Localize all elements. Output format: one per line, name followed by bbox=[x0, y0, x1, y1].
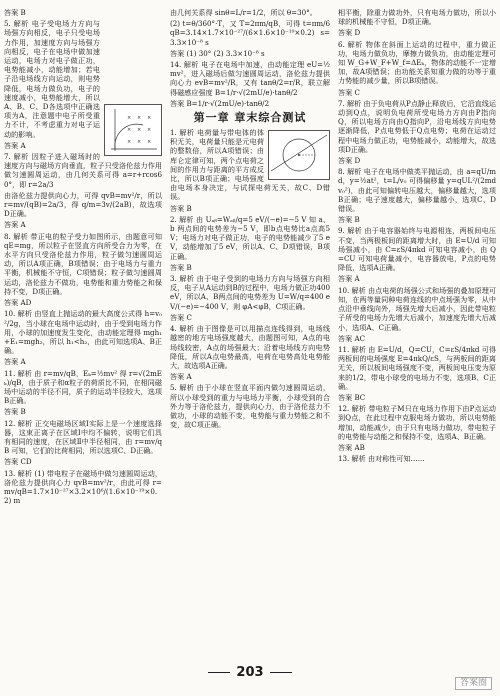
answer-line: 答案 B bbox=[338, 215, 360, 225]
solution-paragraph: 由洛伦兹力提供向心力，可得 qvB=mv²/r，所以 r=mv/(qB)=2a/3，得 q/m=3v/(2aB)，故选项D正确。 bbox=[4, 190, 162, 219]
chapter-heading: 第一章 章末综合测试 bbox=[193, 111, 307, 125]
watermark-logo: 答案圈 bbox=[455, 677, 492, 690]
answer-line: 答案 D bbox=[338, 156, 361, 166]
answer-line: 答案 CD bbox=[4, 457, 32, 467]
solution-paragraph: 12. 解析 正交电磁场区域Ⅰ实际上是一个速度选择器，这束正离子在区域Ⅰ中均不偏转，说明它们具有相同的速度，在区域Ⅱ中半径相同，由 r=mv/qB 可知，它们的比荷相同，所以选项C、D正确。 bbox=[4, 418, 162, 456]
answer-line: 答案 C bbox=[338, 87, 360, 97]
svg-text:×: × bbox=[137, 139, 142, 145]
answer-line: 答案 B bbox=[4, 407, 26, 417]
answer-line: 答案 B bbox=[170, 262, 192, 272]
solution-paragraph: 14. 解析 电子在电场中加速，由动能定理 eU=½mv²，进入磁场后做匀速圆周运动，洛伦兹力提供向心力 evB=mv²/R，又有 tanθ/2=r/R，联立解得磁感应强度 B=1/r·√(2mU/e)·tanθ/2 bbox=[170, 60, 330, 97]
answer-line: 答案 D bbox=[338, 28, 361, 38]
answer-line: 答案 (1) 30° (2) 3.3×10⁻⁸ s bbox=[170, 48, 265, 58]
answer-line: 答案 A bbox=[4, 357, 26, 367]
middle-top-list bbox=[170, 8, 330, 125]
page-number: 203 bbox=[0, 668, 500, 677]
solution-paragraph: 3. 解析 由于电子受到的电场力方向与场强方向相反，电子从A运动到B的过程中，电场力做正功400 eV，所以A、B两点间的电势差为 U=W/q=400 eV/(−e)=−400 V，则 φA<φB，C项正确。 bbox=[170, 274, 330, 311]
solution-paragraph: 由几何关系得 sinθ=L/r=1/2，所以 θ=30°。 bbox=[170, 8, 317, 17]
answer-line: 答案 BC bbox=[338, 392, 366, 402]
solution-paragraph: 6. 解析 物体在斜面上运动的过程中，重力做正功，电场力做负功，摩擦力做负功，由动能定理可知 W_G+W_F+W_f=ΔEₖ，物体的动能不一定增加，故A项错误；由功能关系知重力做的功等于重力势能的减少量，所以B项错误。 bbox=[338, 39, 496, 86]
right-answer-list bbox=[338, 8, 496, 463]
svg-text:×: × bbox=[147, 139, 152, 145]
solution-paragraph: 相平衡，除重力做功外，只有电场力做功，所以小球的机械能不守恒，D项正确。 bbox=[338, 8, 496, 27]
figure-circular-path bbox=[268, 130, 330, 180]
solution-paragraph: 7. 解析 由于负电荷从P点静止释放后，它沿直线运动到Q点，说明负电荷所受电场力方向由P指向Q，所以电场方向由Q指向P，沿电场线方向电势逐渐降低，P点电势低于Q点电势；电荷在运动过程中电场力做正功，电势能减小，动能增大，故选项D正确。 bbox=[338, 98, 496, 154]
solution-paragraph: 11. 解析 由 E=U/d，Q=CU，C=εS/4πkd 可得两板间的电场强度 E=4πkQ/εS，与两板间的距离无关，所以板间电场强度不变，两板间电压变为原来的1/2，带电小球受的电场力不变，选项B、C正确。 bbox=[338, 344, 496, 391]
solution-paragraph: 13. 解析 由对称性可知…… bbox=[338, 454, 425, 464]
figure-magnetic-field bbox=[104, 104, 162, 156]
svg-text:×: × bbox=[127, 115, 132, 121]
svg-text:×: × bbox=[147, 115, 152, 121]
left-answer-list bbox=[4, 8, 162, 505]
solution-paragraph: (2) t=θ/360°·T，又 T=2πm/qB，可得 t=πm/6qB=3.14×1.7×10⁻²⁷/(6×1.6×10⁻¹⁹×0.2) s=3.3×10⁻⁸ s bbox=[170, 19, 330, 47]
solution-paragraph: 11. 解析 由 r=mv/qB，Eₖ=½mv² 得 r=√(2mEₖ)/qB，由于质子和α粒子的荷质比不同，在相同磁场中运动的半径不同，质子的运动半径较大，选项B正确。 bbox=[4, 368, 162, 406]
answer-line: 答案 A bbox=[338, 274, 360, 284]
solution-paragraph: 10. 解析 由竖直上抛运动的最大高度公式得 h=v₀²/2g，当小球在电场中运动时，由于受到电场力作用，小球的加速度发生变化，由动能定理得 mgh₁+E₁=mgh₂，所以 h₁<h₂，由此可知选项A、B正确。 bbox=[4, 309, 162, 356]
solution-paragraph: 13. 解析 (1) 带电粒子在磁场中做匀速圆周运动，洛伦兹力提供向心力 qvB=mv²/r，由此可得 r=mv/qB=1.7×10⁻²⁷×3.2×10⁶/(1.6×10⁻¹⁹×0.2) m bbox=[4, 468, 162, 506]
solution-paragraph: 4. 解析 由于图像是可以用描点连线得到，电场线越密的地方电场强度越大，由题图可知，A点的电场线较密，A点的场强最大；沿着电场线方向电势降低，所以A点电势最高，电荷在电势高处电势能大，故选项A正确。 bbox=[170, 324, 330, 370]
svg-text:×: × bbox=[127, 127, 132, 133]
answer-line: 答案 B bbox=[170, 203, 192, 213]
answer-line: 答案 C bbox=[170, 312, 192, 322]
answer-line: 答案 A bbox=[4, 140, 26, 150]
answer-line: 答案 AD bbox=[4, 298, 32, 308]
answer-line: 答案 A bbox=[4, 220, 26, 230]
right-column bbox=[338, 8, 496, 664]
left-column bbox=[4, 8, 162, 664]
svg-text:×: × bbox=[137, 127, 142, 133]
solution-paragraph: 2. 解析 由 Uₐᵦ=Wₐᵦ/q=5 eV/(−e)=−5 V 知 a、b 两点间的电势差为−5 V，即b点电势比a点高5 V；电场力对电子做正功，电子的电势能减少了5 eV，动能增加了5 eV，所以A、C、D项错误，B项正确。 bbox=[170, 214, 330, 261]
svg-text:×: × bbox=[137, 115, 142, 121]
svg-text:×: × bbox=[147, 127, 152, 133]
solution-paragraph: 12. 解析 带电粒子M只在电场力作用下由P点运动到Q点，在此过程中克服电场力做功，所以电势能增加，动能减少，由于只有电场力做功，带电粒子的电势能与动能之和保持不变，选项A、B正确。 bbox=[338, 404, 496, 441]
answer-line: 答案 AC bbox=[338, 333, 365, 343]
solution-paragraph: 5. 解析 电子受电场力方向与场强方向相反，电子只受电场力作用，加速度方向与场强方向相反，电子在电场中做加速运动，电场力对电子做正功，电势能减小，动能增加；若电子沿电场线方向运动，则电势降低，电场力做负功，电子的速度减小，电势能增大，所以A、B、C、D各选项中正确选项为A，注意题中电子所受重力不计，不考虑重力对电子运动的影响。 bbox=[4, 19, 100, 139]
solution-paragraph: 10. 解析 由点电荷的场强公式和场强的叠加原理可知，在两等量同种电荷连线的中点场强为零，从中点沿中垂线向外，场强先增大后减小，因此带电粒子所受的电场力先增大后减小，加速度先增大后减小，选项A、C正确。 bbox=[338, 285, 496, 332]
solution-paragraph: 8. 解析 带正电的粒子受力如图所示，由题意可知 qE=mg，所以粒子在竖直方向所受合力为零，在水平方向只受洛伦兹力作用，粒子做匀速圆周运动，所以A项正确，B项错误；由于电场力与重力平衡，机械能不守恒，C项错误；粒子做匀速圆周运动，洛伦兹力不做功，电势能和重力势能之和保持不变，D项正确。 bbox=[4, 231, 162, 296]
solution-paragraph: 1. 解析 电荷量与带电体的体积无关，电荷量只能是元电荷的整数倍，所以A项错误；由库仑定律可知，两个点电荷之间的作用力与距离的平方成反比，所以B项正确；电场强度由电场本身决定，与试探电荷无关，故C、D错误。 bbox=[170, 128, 330, 202]
solution-paragraph: 8. 解析 电子在电场中做类平抛运动，由 a=qU/md，y=½at²，t=L/v₀ 可得偏移量 y=qUL²/(2mdv₀²)，由此可知偏转电压越大，偏移量越大，选项B正确；电子速度越大，偏移量越小，选项C、D错误。 bbox=[338, 167, 496, 214]
answer-line: 答案 B=1/r·√(2mU/e)·tanθ/2 bbox=[170, 98, 270, 108]
middle-column bbox=[170, 8, 330, 664]
solution-paragraph: 9. 解析 由于电容器始终与电源相连，两板间电压不变，当两极板间的距离增大时，由 E=U/d 可知场强减小，由 C=εS/4πkd 可知电容减小，由 Q=CU 可知电荷量减小，电容器放电，P点的电势降低，选项A正确。 bbox=[338, 226, 496, 273]
answer-line: 答案 AB bbox=[338, 442, 365, 452]
solution-paragraph: 7. 解析 因粒子进入磁场时的速度方向与磁场方向垂直，粒子只受洛伦兹力作用做匀速圆周运动，由几何关系可得 a=r+rcos60°，即 r=2a/3 bbox=[4, 152, 162, 189]
answer-line: 答案 B bbox=[4, 8, 26, 17]
solution-paragraph: 5. 解析 由于小球在竖直平面内做匀速圆周运动，所以小球受到的重力与电场力平衡，小球受到的合外力等于洛伦兹力，提供向心力，由于洛伦兹力不做功，小球的动能不变，电势能与重力势能之和不变，故C项正确。 bbox=[170, 383, 330, 430]
svg-text:×: × bbox=[127, 139, 132, 145]
answer-line: 答案 A bbox=[170, 372, 192, 382]
